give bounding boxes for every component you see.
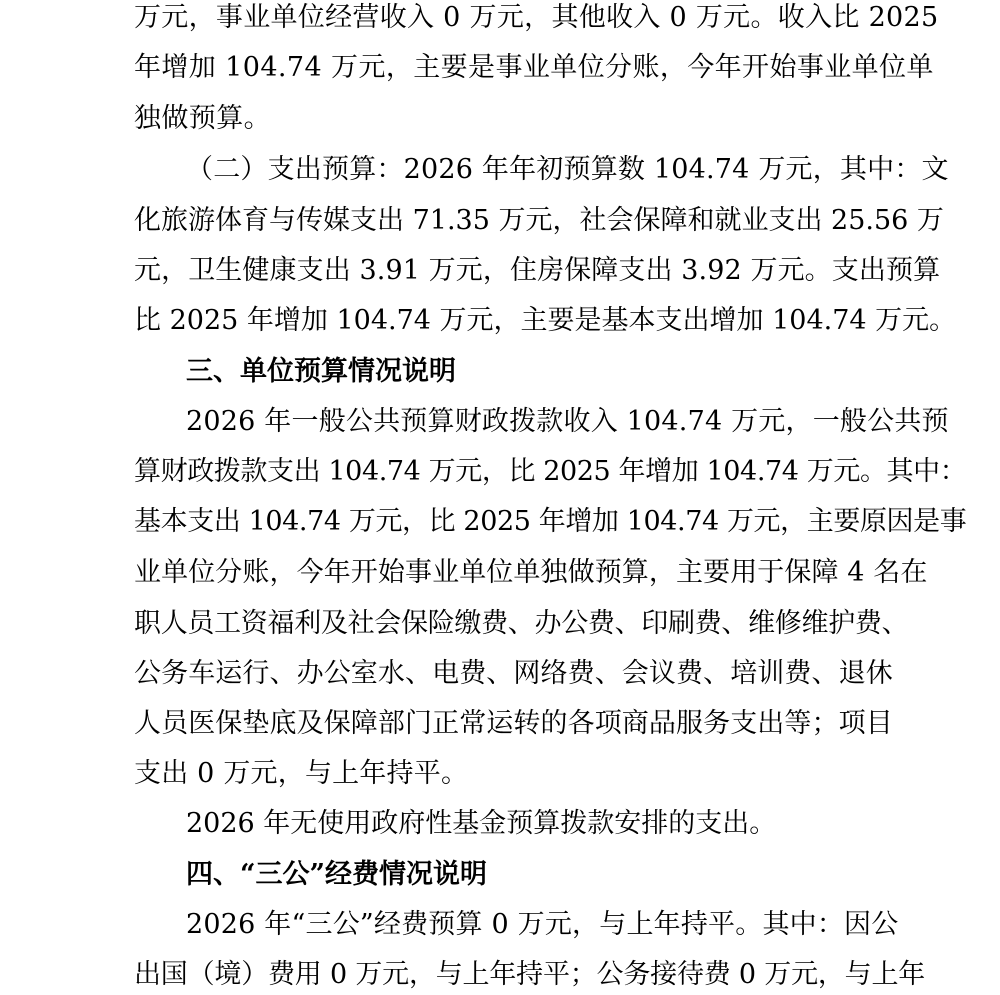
text-line: 比 2025 年增加 104.74 万元，主要是基本支出增加 104.74 万元。 (134, 305, 957, 336)
text-line: 元，卫生健康支出 3.91 万元，住房保障支出 3.92 万元。支出预算 (134, 255, 941, 286)
text-line: 基本支出 104.74 万元，比 2025 年增加 104.74 万元，主要原因是事 (134, 506, 967, 537)
text-line: 人员医保垫底及保障部门正常运转的各项商品服务支出等；项目 (134, 708, 893, 739)
text-line: 出国（境）费用 0 万元，与上年持平；公务接待费 0 万元，与上年 (134, 959, 926, 990)
text-line: 支出 0 万元，与上年持平。 (134, 758, 469, 789)
text-line: 独做预算。 (134, 103, 271, 134)
text-line: 公务车运行、办公室水、电费、网络费、会议费、培训费、退休 (134, 658, 893, 689)
text-line: 职人员工资福利及社会保险缴费、办公费、印刷费、维修维护费、 (134, 608, 909, 639)
text-line: （二）支出预算：2026 年年初预算数 104.74 万元，其中：文 (186, 154, 949, 185)
text-line: 万元，事业单位经营收入 0 万元，其他收入 0 万元。收入比 2025 (134, 2, 939, 33)
section-heading: 四、“三公”经费情况说明 (186, 859, 488, 890)
text-line: 年增加 104.74 万元，主要是事业单位分账，今年开始事业单位单 (134, 52, 934, 83)
text-line: 算财政拨款支出 104.74 万元，比 2025 年增加 104.74 万元。其中： (134, 456, 967, 487)
section-heading: 三、单位预算情况说明 (186, 356, 456, 387)
text-line: 2026 年一般公共预算财政拨款收入 104.74 万元，一般公共预 (186, 406, 949, 437)
text-line: 化旅游体育与传媒支出 71.35 万元，社会保障和就业支出 25.56 万 (134, 205, 944, 236)
text-line: 业单位分账，今年开始事业单位单独做预算，主要用于保障 4 名在 (134, 557, 928, 588)
text-line: 2026 年无使用政府性基金预算拨款安排的支出。 (186, 808, 777, 839)
text-line: 2026 年“三公”经费预算 0 万元，与上年持平。其中：因公 (186, 909, 899, 940)
